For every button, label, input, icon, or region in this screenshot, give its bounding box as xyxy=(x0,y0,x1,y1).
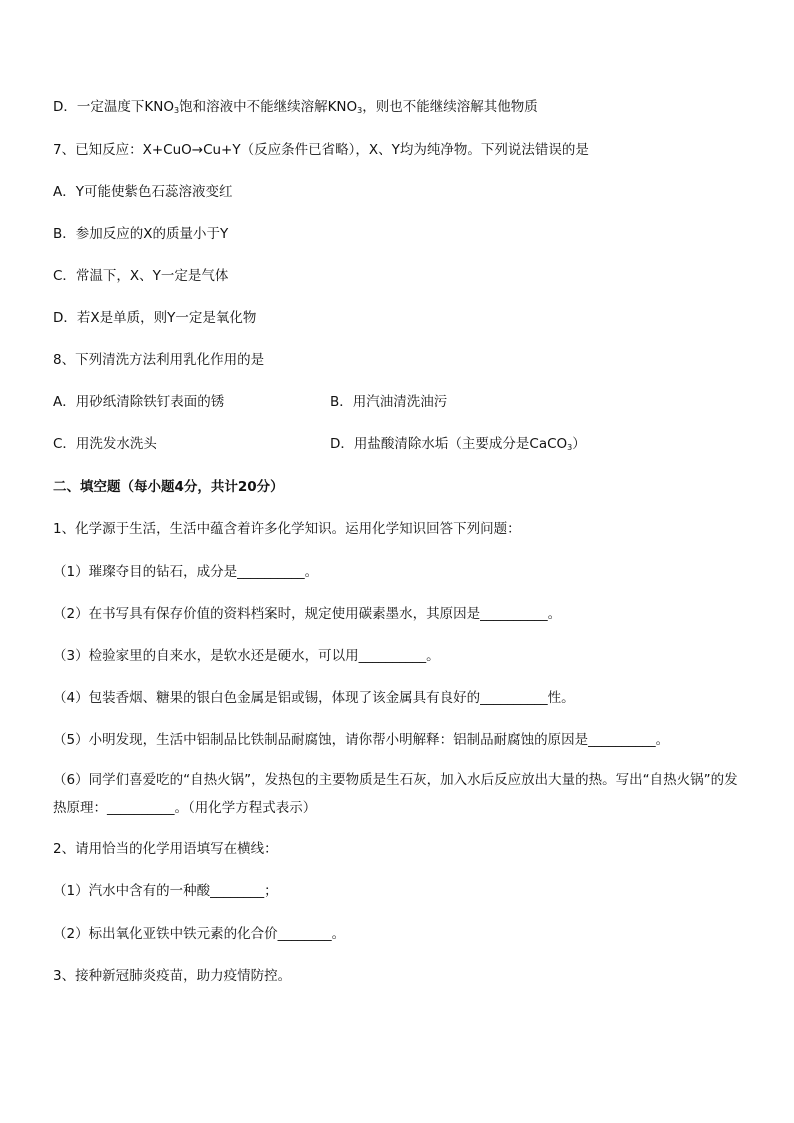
fill-q2-part-2: （2）标出氧化亚铁中铁元素的化合价________。 xyxy=(53,926,346,942)
q8-option-d-close: ） xyxy=(572,436,586,452)
q6-option-d-text-2: 饱和溶液中不能继续溶解KNO xyxy=(179,99,358,115)
q6-option-d-subscript-2: 3 xyxy=(357,106,363,115)
fill-q2-stem: 2、请用恰当的化学用语填写在横线： xyxy=(53,841,278,857)
q8-option-a: A．用砂纸清除铁钉表面的锈 xyxy=(53,394,225,410)
q6-option-d-subscript-1: 3 xyxy=(173,106,180,115)
q7-option-b: B．参加反应的X的质量小于Y xyxy=(53,226,229,242)
q8-option-d xyxy=(330,434,586,454)
q7-option-d: D．若X是单质，则Y一定是氧化物 xyxy=(53,310,257,326)
fill-q1-part-2: （2）在书写具有保存价值的资料档案时，规定使用碳素墨水，其原因是__________。 xyxy=(53,606,562,622)
q8-option-d-subscript: 3 xyxy=(567,443,573,452)
q7-option-a: A．Y可能使紫色石蕊溶液变红 xyxy=(53,184,233,200)
fill-q1-part-4: （4）包装香烟、糖果的银白色金属是铝或锡，体现了该金属具有良好的__________性。 xyxy=(53,690,575,706)
fill-q1-stem: 1、化学源于生活，生活中蕴含着许多化学知识。运用化学知识回答下列问题： xyxy=(53,521,521,537)
q7-option-c: C．常温下，X、Y一定是气体 xyxy=(53,268,229,284)
q8-option-c: C．用洗发水洗头 xyxy=(53,436,157,452)
q8-option-d-text: D．用盐酸清除水垢（主要成分是CaCO xyxy=(330,436,568,452)
fill-q1-part-1: （1）璀璨夺目的钻石，成分是__________。 xyxy=(53,564,319,580)
q6-option-d xyxy=(53,97,538,117)
fill-q1-part-6: （6）同学们喜爱吃的“自热火锅”，发热包的主要物质是生石灰，加入水后反应放出大量的热。写出“自热火锅”的发热原理：__________。（用化学方程式表示） xyxy=(53,772,738,816)
q8-stem: 8、下列清洗方法利用乳化作用的是 xyxy=(53,352,265,368)
q8-option-b: B．用汽油清洗油污 xyxy=(330,394,448,410)
fill-q1-part-3: （3）检验家里的自来水，是软水还是硬水，可以用__________。 xyxy=(53,648,440,664)
fill-q1-part-5: （5）小明发现，生活中铝制品比铁制品耐腐蚀，请你帮小明解释：铝制品耐腐蚀的原因是__________。 xyxy=(53,732,670,748)
q6-option-d-text-3: ，则也不能继续溶解其他物质 xyxy=(362,99,538,115)
section-heading: 二、填空题（每小题4分，共计20分） xyxy=(53,479,284,495)
q7-stem: 7、已知反应：X+CuO→Cu+Y（反应条件已省略），X、Y均为纯净物。下列说法错误的是 xyxy=(53,142,589,158)
fill-q3-stem: 3、接种新冠肺炎疫苗，助力疫情防控。 xyxy=(53,968,292,984)
q6-option-d-text-1: D．一定温度下KNO xyxy=(53,99,174,115)
fill-q2-part-1: （1）汽水中含有的一种酸________； xyxy=(53,883,278,899)
